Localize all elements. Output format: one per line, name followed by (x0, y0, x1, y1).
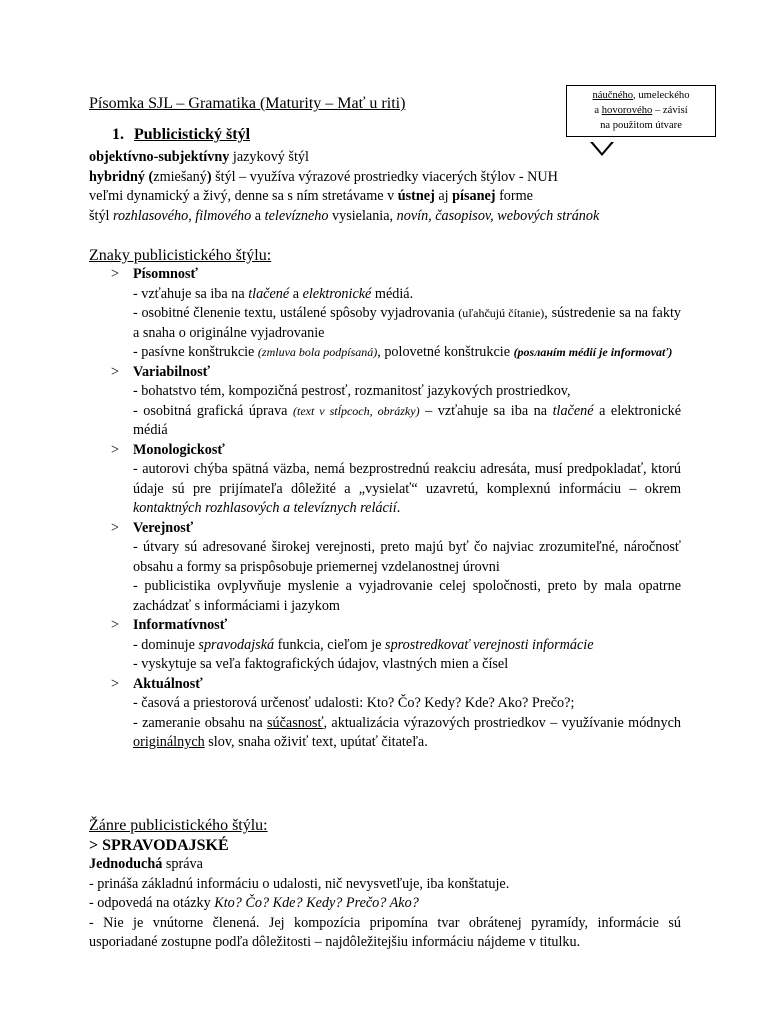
item-line (133, 285, 681, 305)
item-heading: Aktuálnosť (133, 675, 203, 692)
item-text: – vzťahuje sa iba na (419, 402, 553, 419)
item-heading: Monologickosť (133, 441, 225, 458)
item-heading: Informatívnosť (133, 617, 228, 633)
item-small: (zmluva bola podpísaná) (257, 345, 378, 359)
item-line: - časová a priestorová určenosť udalosti: Kto? Čo? Kedy? Kde? Ako? Prečo?; (133, 695, 575, 711)
intro-text: štýl – využíva výrazové prostriedky viacerých štýlov - NUH (211, 168, 558, 185)
intro-text: vysielania, (328, 207, 397, 224)
section-label: Publicistický štýl (134, 126, 251, 143)
callout-box (566, 85, 716, 137)
list-item (89, 675, 681, 753)
item-line: - útvary sú adresované širokej verejnosti, preto majú byť čo najviac zrozumiteľné, náročnosť obsahu a formy sa prispôsobuje priemernej vzdelanostnej úrovni (133, 539, 681, 575)
intro-bold: ústnej (397, 188, 435, 204)
intro-bold: ) (206, 168, 212, 185)
intro-line (89, 187, 689, 207)
intro-text: a (251, 207, 265, 224)
item-text: , polovetné konštrukcie (377, 344, 514, 360)
intro-italic: filmového (195, 207, 252, 224)
item-line: - vyskytuje sa veľa faktografických údajov, vlastných mien a čísel (133, 656, 509, 672)
callout-text: a (594, 105, 602, 116)
item-underline: originálnych (133, 734, 205, 750)
item-small: (uľahčujú čítanie) (458, 306, 545, 320)
item-line (133, 636, 681, 656)
genre-line: - prináša základnú informáciu o udalosti, nič nevysvetľuje, iba konštatuje. (89, 875, 510, 892)
page-title: Písomka SJL – Gramatika (Maturity – Mať u riti) (89, 95, 406, 112)
item-small: (posланím médií je informovať) (513, 345, 673, 359)
item-text: - pasívne konštrukcie (133, 344, 258, 360)
item-italic: tlačené (248, 285, 290, 302)
item-text: - dominuje (133, 636, 199, 653)
item-line (133, 304, 681, 343)
list-item (89, 519, 681, 617)
intro-line (89, 207, 689, 227)
callout-text: – závisí (652, 105, 688, 116)
genre-bold: Jednoduchá (89, 856, 163, 872)
genre-text: správa (162, 856, 203, 872)
callout-text: na použitom útvare (600, 120, 682, 131)
intro-text: jazykový štýl (229, 149, 309, 165)
intro-line (89, 148, 689, 168)
item-underline: súčasnosť (267, 714, 324, 731)
genre-line (89, 894, 681, 914)
item-small: (text v stĺpcoch, obrázky) (293, 403, 420, 418)
section-heading-zanre: Žánre publicistického štýlu: (89, 817, 268, 834)
intro-block (89, 148, 689, 226)
list-item (89, 616, 681, 675)
arrow-marker: > (111, 441, 120, 458)
callout-word: hovorového (601, 105, 653, 116)
item-line (133, 402, 681, 441)
list-item (89, 363, 681, 441)
item-text: , aktualizácia výrazových prostriedkov – využívanie módnych (323, 714, 681, 731)
arrow-marker: > (111, 675, 120, 692)
item-text: - zameranie obsahu na (133, 714, 268, 731)
item-text: - autorovi chýba spätná väzba, nemá bezprostrednú reakciu adresáta, musí predpokladať, ktorú údaje sú pre prijímateľa dôležité a „vysielať“ uzavretú, komplexnú informáciu – okrem (133, 461, 681, 497)
item-text: slov, snaha oživiť text, upútať čitateľa. (204, 734, 428, 750)
item-line: - publicistika ovplyvňuje myslenie a vyjadrovanie celej spoločnosti, preto by mala opatrne zachádzať s informáciami i jazykom (133, 578, 681, 614)
item-heading: Variabilnosť (133, 363, 211, 380)
intro-text: štýl (89, 207, 114, 224)
list-item (89, 265, 681, 363)
intro-text: veľmi dynamický a živý, denne sa s ním stretávame v (89, 188, 398, 204)
intro-text: forme (495, 188, 533, 204)
item-text: . (396, 500, 401, 516)
section-heading (112, 125, 250, 145)
item-heading: Písomnosť (133, 266, 198, 282)
intro-text: zmiešaný (153, 168, 207, 185)
intro-italic: televízneho (264, 207, 329, 224)
item-text: - osobitná grafická úprava (133, 402, 293, 419)
feature-list (89, 265, 681, 753)
item-line (133, 460, 681, 519)
genre-text: - odpovedá na otázky (89, 895, 215, 911)
item-line (133, 714, 681, 753)
arrow-marker: > (111, 519, 120, 536)
item-text: funkcia, cieľom je (274, 636, 386, 653)
item-italic: kontaktných rozhlasových a televíznych relácií (133, 500, 397, 516)
genre-subheading: > SPRAVODAJSKÉ (89, 836, 229, 854)
intro-bold: hybridný ( (89, 168, 154, 185)
callout-word: náučného (592, 90, 634, 101)
list-item (89, 441, 681, 519)
item-text: médiá. (371, 285, 414, 302)
intro-text: , (188, 207, 196, 224)
arrow-marker: > (111, 617, 120, 633)
intro-line (89, 168, 689, 188)
item-text: a elektronické médiá (133, 402, 682, 438)
arrow-marker: > (111, 363, 120, 380)
item-heading: Verejnosť (133, 519, 194, 536)
item-line: - bohatstvo tém, kompozičná pestrosť, rozmanitosť jazykových prostriedkov, (133, 383, 571, 399)
genres-section (89, 816, 681, 953)
intro-bold: objektívno-subjektívny (89, 149, 230, 165)
item-text: - vzťahuje sa iba na (133, 285, 249, 302)
item-italic: tlačené (552, 402, 594, 419)
item-text: , sústredenie sa na fakty a snaha o originálne vyjadrovanie (133, 305, 681, 341)
item-text: a (289, 285, 303, 302)
item-italic: sprostredkovať verejnosti informácie (385, 636, 594, 653)
intro-italic: rozhlasového (113, 207, 189, 224)
intro-text: aj (434, 188, 453, 204)
intro-italic: novín, časopisov, webových stránok (396, 207, 600, 224)
section-heading-znaky: Znaky publicistického štýlu: (89, 247, 272, 264)
genre-italic: Kto? Čo? Kde? Kedy? Prečo? Ako? (214, 895, 419, 911)
arrow-marker: > (111, 266, 120, 282)
genre-line: - Nie je vnútorne členená. Jej kompozícia pripomína tvar obrátenej pyramídy, informácie sú usporiadané zostupne podľa dôležitosti – najdôležitejšiu informáciu nájdeme v titulku. (89, 914, 681, 950)
intro-bold: písanej (452, 188, 496, 204)
item-line (133, 343, 681, 363)
item-italic: elektronické (302, 285, 372, 302)
section-number: 1. (112, 126, 124, 143)
genre-line (89, 855, 681, 875)
callout-text: , umeleckého (633, 90, 690, 101)
item-italic: spravodajská (198, 636, 275, 653)
item-text: - osobitné členenie textu, ustálené spôsoby vyjadrovania (133, 305, 459, 321)
